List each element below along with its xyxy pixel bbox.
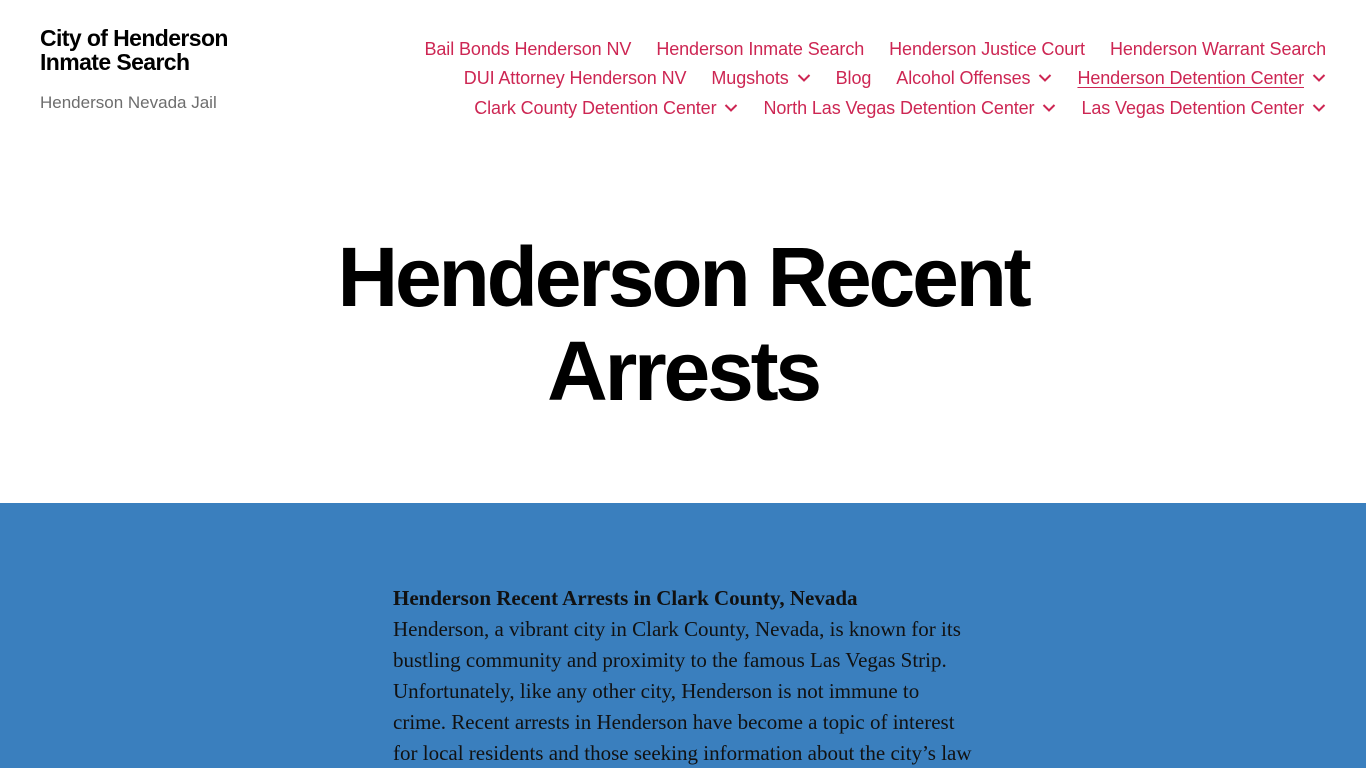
page-title-line-1: Henderson Recent (337, 230, 1029, 324)
chevron-down-icon[interactable] (1312, 103, 1326, 113)
nav-item-bail-bonds (424, 37, 631, 61)
entry-content-area (0, 503, 1366, 768)
page-title-area (0, 140, 1366, 503)
nav-link-warrant-search[interactable]: Henderson Warrant Search (1109, 38, 1326, 59)
nav-item-warrant-search (1110, 37, 1326, 61)
nav-row-2 (326, 64, 1326, 94)
nav-link-inmate-search[interactable]: Henderson Inmate Search (656, 38, 865, 59)
chevron-down-icon[interactable] (1038, 73, 1052, 83)
nav-link-mugshots[interactable]: Mugshots (711, 68, 789, 89)
nav-link-justice-court[interactable]: Henderson Justice Court (889, 38, 1085, 59)
page-title (283, 230, 1083, 418)
content-line: crime. Recent arrests in Henderson have become a topic of interest (393, 710, 955, 734)
primary-navigation (326, 34, 1326, 123)
nav-item-las-vegas (1081, 96, 1326, 120)
nav-link-bail-bonds[interactable]: Bail Bonds Henderson NV (424, 38, 632, 59)
page-title-line-2: Arrests (547, 324, 819, 418)
chevron-down-icon[interactable] (797, 73, 811, 83)
nav-item-mugshots (711, 66, 810, 90)
chevron-down-icon[interactable] (1042, 103, 1056, 113)
nav-row-1 (326, 34, 1326, 64)
nav-item-henderson-detention-center (1077, 66, 1326, 90)
nav-item-justice-court (889, 37, 1085, 61)
site-title-link[interactable] (40, 26, 280, 74)
content-line: bustling community and proximity to the famous Las Vegas Strip. (393, 648, 947, 672)
nav-link-north-las-vegas[interactable]: North Las Vegas Detention Center (763, 97, 1035, 118)
nav-link-dui-attorney[interactable]: DUI Attorney Henderson NV (463, 68, 687, 89)
nav-item-dui-attorney (464, 66, 687, 90)
site-branding (40, 26, 280, 114)
nav-link-blog[interactable]: Blog (835, 68, 872, 89)
site-title-line-1: City of Henderson (40, 25, 228, 51)
nav-link-henderson-detention-center[interactable]: Henderson Detention Center (1077, 68, 1304, 89)
content-line: for local residents and those seeking information about the city’s law (393, 741, 972, 765)
content-line: Unfortunately, like any other city, Henderson is not immune to (393, 679, 920, 703)
nav-item-inmate-search (656, 37, 864, 61)
nav-link-las-vegas[interactable]: Las Vegas Detention Center (1081, 97, 1304, 118)
content-paragraph (393, 614, 983, 768)
nav-item-clark-county (474, 96, 738, 120)
nav-link-clark-county[interactable]: Clark County Detention Center (474, 97, 717, 118)
nav-item-blog (836, 66, 872, 90)
nav-item-north-las-vegas (763, 96, 1056, 120)
content-heading: Henderson Recent Arrests in Clark County, Nevada (393, 586, 858, 610)
nav-item-alcohol-offenses (896, 66, 1052, 90)
content-line: Henderson, a vibrant city in Clark County, Nevada, is known for its (393, 617, 961, 641)
nav-row-3 (326, 93, 1326, 123)
chevron-down-icon[interactable] (1312, 73, 1326, 83)
chevron-down-icon[interactable] (724, 103, 738, 113)
site-description: Henderson Nevada Jail (40, 93, 217, 112)
nav-link-alcohol-offenses[interactable]: Alcohol Offenses (896, 68, 1031, 89)
entry-content (393, 583, 983, 768)
site-title-line-2: Inmate Search (40, 49, 190, 75)
site-header (0, 0, 1366, 140)
